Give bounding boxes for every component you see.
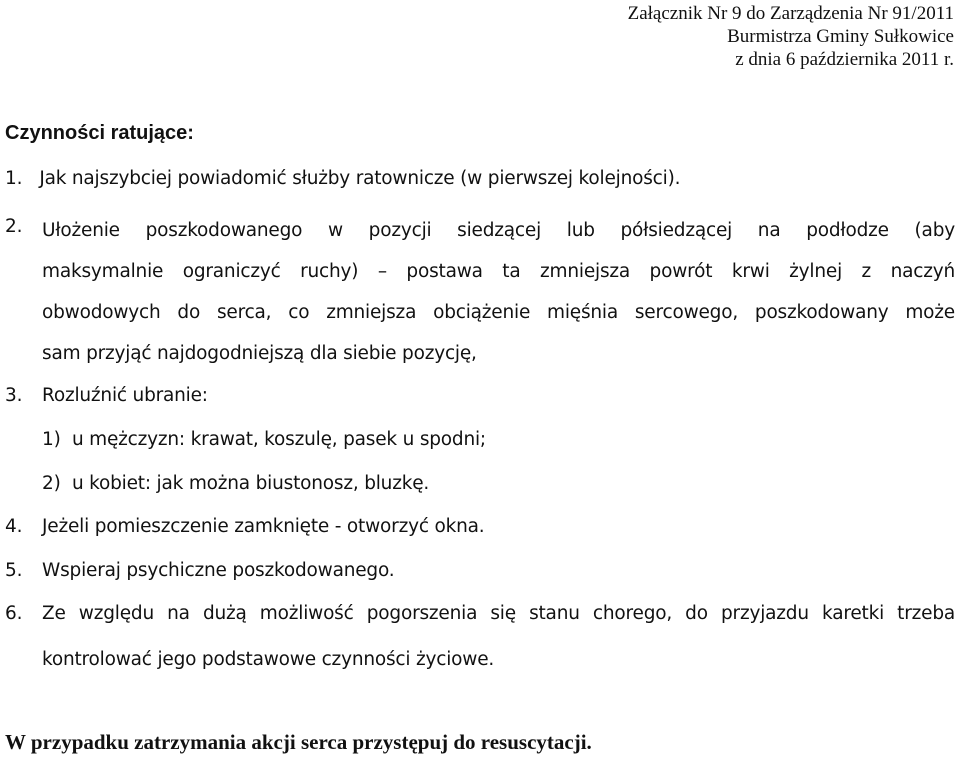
closing-instruction: W przypadku zatrzymania akcji serca przystępuj do resuscytacji. [5, 730, 592, 754]
list-item-3-number: 3. [5, 385, 23, 406]
section-title: Czynności ratujące: [5, 122, 194, 144]
header-date-line: z dnia 6 października 2011 r. [735, 49, 954, 70]
list-item-text-line: Ze względu na dużą możliwość pogorszenia się stanu chorego, do przyjazdu karetki trzeba [42, 603, 955, 624]
list-item-6 [42, 602, 955, 695]
sub-item-2: 2) u kobiet: jak można biustonosz, bluzkę. [42, 473, 430, 494]
list-item-4-number: 4. [5, 516, 23, 537]
list-item-text-line: kontrolować jego podstawowe czynności życiowe. [42, 649, 495, 670]
list-item-4: Jeżeli pomieszczenie zamknięte - otworzyć okna. [42, 516, 485, 537]
document-header [628, 2, 954, 71]
header-annex-line: Załącznik Nr 9 do Zarządzenia Nr 91/2011 [627, 3, 954, 24]
list-item-5-number: 5. [5, 560, 23, 581]
header-issuer-line: Burmistrza Gminy Sułkowice [727, 26, 954, 47]
list-item-text-line: Ułożenie poszkodowanego w pozycji siedzącej lub półsiedzącej na podłodze (aby [42, 220, 955, 241]
list-item-text-line: maksymalnie ograniczyć ruchy) – postawa ta zmniejsza powrót krwi żylnej z naczyń [42, 261, 955, 282]
list-item-text: Jak najszybciej powiadomić służby ratownicze (w pierwszej kolejności). [39, 168, 681, 189]
list-item-5: Wspieraj psychiczne poszkodowanego. [42, 560, 395, 581]
list-item-6-number: 6. [5, 603, 23, 624]
list-item-1 [5, 167, 680, 191]
list-item-number: 1. [5, 168, 23, 189]
list-item-text-line: obwodowych do serca, co zmniejsza obciążenie mięśnia sercowego, poszkodowany może [42, 302, 955, 323]
list-item-2 [42, 210, 955, 374]
list-item-text-line: sam przyjąć najdogodniejszą dla siebie pozycję, [42, 343, 477, 364]
list-item-3: Rozluźnić ubranie: [42, 385, 208, 406]
sub-item-1: 1) u mężczyzn: krawat, koszulę, pasek u spodni; [42, 429, 486, 450]
list-item-2-number: 2. [5, 216, 23, 237]
